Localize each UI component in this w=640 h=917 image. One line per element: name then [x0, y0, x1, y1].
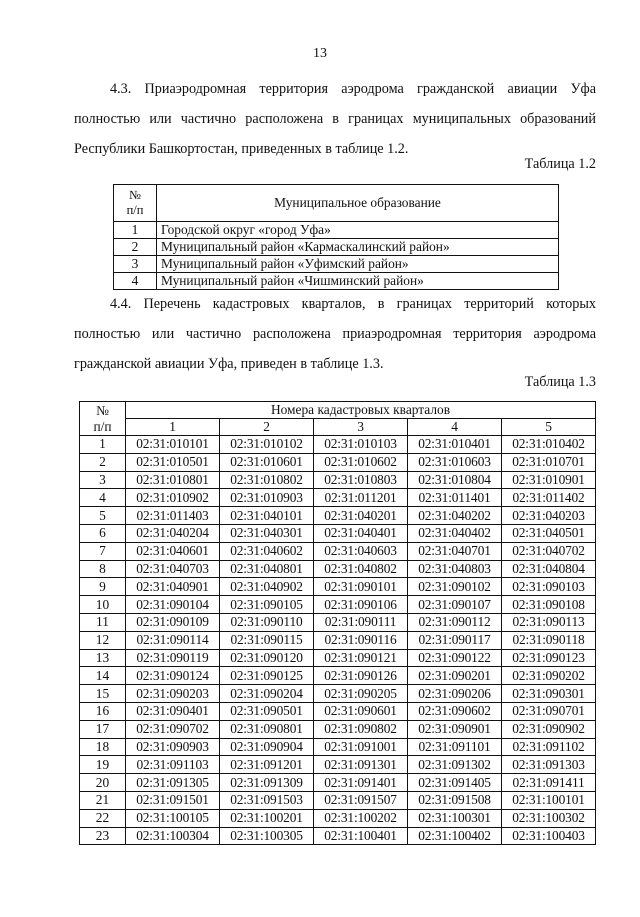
cadastral-number-cell: 02:31:090112: [408, 613, 502, 631]
cadastral-number-cell: 02:31:040203: [502, 507, 596, 525]
cadastral-number-cell: 02:31:040401: [314, 524, 408, 542]
cadastral-number-cell: 02:31:040501: [502, 524, 596, 542]
municipality-name: Муниципальный район «Уфимский район»: [157, 256, 559, 273]
cadastral-number-cell: 02:31:040603: [314, 542, 408, 560]
cadastral-number-cell: 02:31:090202: [502, 667, 596, 685]
cadastral-number-cell: 02:31:091305: [126, 774, 220, 792]
table-row: [80, 489, 596, 507]
column-header-4: 4: [408, 419, 502, 436]
cadastral-number-cell: 02:31:040802: [314, 560, 408, 578]
row-number: 18: [80, 738, 126, 756]
cadastral-number-cell: 02:31:090124: [126, 667, 220, 685]
cadastral-number-cell: 02:31:090903: [126, 738, 220, 756]
cadastral-quarters-table: [79, 401, 596, 845]
cadastral-number-cell: 02:31:040201: [314, 507, 408, 525]
cadastral-number-cell: 02:31:010101: [126, 436, 220, 454]
row-number: 11: [80, 613, 126, 631]
cadastral-number-cell: 02:31:040602: [220, 542, 314, 560]
cadastral-number-cell: 02:31:100301: [408, 809, 502, 827]
row-number: 2: [114, 239, 157, 256]
cadastral-number-cell: 02:31:090701: [502, 702, 596, 720]
row-number: 1: [114, 222, 157, 239]
table-subheader-row: [80, 419, 596, 436]
cadastral-number-cell: 02:31:090113: [502, 613, 596, 631]
cadastral-number-cell: 02:31:100401: [314, 827, 408, 845]
cadastral-number-cell: 02:31:010903: [220, 489, 314, 507]
table-row: [80, 774, 596, 792]
cadastral-number-cell: 02:31:090126: [314, 667, 408, 685]
cadastral-number-cell: 02:31:091507: [314, 791, 408, 809]
row-number: 6: [80, 524, 126, 542]
cadastral-number-cell: 02:31:090902: [502, 720, 596, 738]
row-number: 15: [80, 685, 126, 703]
cadastral-number-cell: 02:31:100304: [126, 827, 220, 845]
cadastral-number-cell: 02:31:010804: [408, 471, 502, 489]
cadastral-number-cell: 02:31:040204: [126, 524, 220, 542]
row-number: 21: [80, 791, 126, 809]
cadastral-number-cell: 02:31:091501: [126, 791, 220, 809]
cadastral-number-cell: 02:31:090120: [220, 649, 314, 667]
cadastral-number-cell: 02:31:040803: [408, 560, 502, 578]
table-row: [80, 596, 596, 614]
cadastral-number-cell: 02:31:010501: [126, 453, 220, 471]
cadastral-number-cell: 02:31:090602: [408, 702, 502, 720]
paragraph-line: полностью или частично расположена в границах муниципальных образований: [74, 111, 596, 127]
municipality-name: Городской округ «город Уфа»: [157, 222, 559, 239]
cadastral-number-cell: 02:31:011201: [314, 489, 408, 507]
cadastral-number-cell: 02:31:090102: [408, 578, 502, 596]
column-header-3: 3: [314, 419, 408, 436]
row-number: 3: [114, 256, 157, 273]
table-row: [114, 239, 559, 256]
cadastral-number-cell: 02:31:100201: [220, 809, 314, 827]
column-header-number: [114, 185, 157, 222]
table-row: [80, 685, 596, 703]
row-number: 1: [80, 436, 126, 454]
row-number: 9: [80, 578, 126, 596]
cadastral-number-cell: 02:31:090105: [220, 596, 314, 614]
cadastral-number-cell: 02:31:091301: [314, 756, 408, 774]
cadastral-number-cell: 02:31:090117: [408, 631, 502, 649]
table-row: [80, 524, 596, 542]
cadastral-number-cell: 02:31:040301: [220, 524, 314, 542]
cadastral-number-cell: 02:31:090106: [314, 596, 408, 614]
cadastral-number-cell: 02:31:091001: [314, 738, 408, 756]
cadastral-number-cell: 02:31:090201: [408, 667, 502, 685]
cadastral-number-cell: 02:31:100403: [502, 827, 596, 845]
header-num-line: п/п: [126, 203, 144, 217]
paragraph-line: 4.4. Перечень кадастровых кварталов, в границах территорий которых: [110, 296, 596, 312]
paragraph-4-4: [74, 289, 596, 379]
cadastral-number-cell: 02:31:040801: [220, 560, 314, 578]
table-header-row: [80, 402, 596, 419]
row-number: 2: [80, 453, 126, 471]
row-number: 4: [80, 489, 126, 507]
cadastral-number-cell: 02:31:010603: [408, 453, 502, 471]
cadastral-number-cell: 02:31:040901: [126, 578, 220, 596]
paragraph-line: гражданской авиации Уфа, приведен в таблице 1.3.: [74, 356, 384, 372]
row-number: 19: [80, 756, 126, 774]
header-num-line: №: [129, 188, 141, 202]
cadastral-number-cell: 02:31:091508: [408, 791, 502, 809]
cadastral-number-cell: 02:31:040804: [502, 560, 596, 578]
table-row: [80, 809, 596, 827]
table-row: [80, 471, 596, 489]
table-row: [80, 649, 596, 667]
cadastral-number-cell: 02:31:090116: [314, 631, 408, 649]
municipalities-table: [113, 184, 559, 290]
table-header-row: [114, 185, 559, 222]
cadastral-number-cell: 02:31:091303: [502, 756, 596, 774]
cadastral-number-cell: 02:31:090301: [502, 685, 596, 703]
cadastral-number-cell: 02:31:090601: [314, 702, 408, 720]
column-header-5: 5: [502, 419, 596, 436]
cadastral-number-cell: 02:31:100402: [408, 827, 502, 845]
cadastral-number-cell: 02:31:090501: [220, 702, 314, 720]
cadastral-number-cell: 02:31:040601: [126, 542, 220, 560]
column-header-number: [80, 402, 126, 436]
cadastral-number-cell: 02:31:090111: [314, 613, 408, 631]
header-num-line: п/п: [93, 418, 112, 434]
cadastral-number-cell: 02:31:010601: [220, 453, 314, 471]
cadastral-number-cell: 02:31:090901: [408, 720, 502, 738]
cadastral-number-cell: 02:31:090204: [220, 685, 314, 703]
table-caption: Таблица 1.2: [524, 156, 596, 172]
cadastral-number-cell: 02:31:090203: [126, 685, 220, 703]
column-group-header: Номера кадастровых кварталов: [126, 402, 596, 419]
cadastral-number-cell: 02:31:011403: [126, 507, 220, 525]
cadastral-number-cell: 02:31:090107: [408, 596, 502, 614]
cadastral-number-cell: 02:31:010402: [502, 436, 596, 454]
row-number: 13: [80, 649, 126, 667]
cadastral-number-cell: 02:31:091309: [220, 774, 314, 792]
row-number: 7: [80, 542, 126, 560]
cadastral-number-cell: 02:31:090114: [126, 631, 220, 649]
cadastral-number-cell: 02:31:100305: [220, 827, 314, 845]
cadastral-number-cell: 02:31:091201: [220, 756, 314, 774]
table-row: [80, 756, 596, 774]
cadastral-number-cell: 02:31:010102: [220, 436, 314, 454]
column-header-name: Муниципальное образование: [157, 185, 559, 222]
cadastral-number-cell: 02:31:090401: [126, 702, 220, 720]
table-row: [80, 453, 596, 471]
cadastral-number-cell: 02:31:040101: [220, 507, 314, 525]
row-number: 17: [80, 720, 126, 738]
table-row: [80, 542, 596, 560]
cadastral-number-cell: 02:31:010602: [314, 453, 408, 471]
cadastral-number-cell: 02:31:011401: [408, 489, 502, 507]
table-row: [80, 667, 596, 685]
table-row: [80, 720, 596, 738]
cadastral-number-cell: 02:31:010103: [314, 436, 408, 454]
municipality-name: Муниципальный район «Чишминский район»: [157, 273, 559, 290]
row-number: 5: [80, 507, 126, 525]
row-number: 20: [80, 774, 126, 792]
cadastral-number-cell: 02:31:090904: [220, 738, 314, 756]
row-number: 14: [80, 667, 126, 685]
cadastral-number-cell: 02:31:090119: [126, 649, 220, 667]
row-number: 4: [114, 273, 157, 290]
cadastral-number-cell: 02:31:090122: [408, 649, 502, 667]
table-row: [80, 791, 596, 809]
cadastral-number-cell: 02:31:090109: [126, 613, 220, 631]
table-row: [80, 578, 596, 596]
table-row: [80, 827, 596, 845]
cadastral-number-cell: 02:31:090125: [220, 667, 314, 685]
cadastral-number-cell: 02:31:040902: [220, 578, 314, 596]
table-row: [80, 560, 596, 578]
row-number: 10: [80, 596, 126, 614]
cadastral-number-cell: 02:31:010701: [502, 453, 596, 471]
header-num-line: №: [96, 402, 109, 418]
page-number: 13: [313, 46, 327, 61]
paragraph-line: 4.3. Приаэродромная территория аэродрома гражданской авиации Уфа: [110, 81, 596, 97]
cadastral-number-cell: 02:31:090801: [220, 720, 314, 738]
cadastral-number-cell: 02:31:040402: [408, 524, 502, 542]
cadastral-number-cell: 02:31:010902: [126, 489, 220, 507]
table-row: [114, 256, 559, 273]
cadastral-number-cell: 02:31:091405: [408, 774, 502, 792]
cadastral-number-cell: 02:31:010901: [502, 471, 596, 489]
column-header-1: 1: [126, 419, 220, 436]
table-row: [80, 613, 596, 631]
cadastral-number-cell: 02:31:091102: [502, 738, 596, 756]
cadastral-number-cell: 02:31:090802: [314, 720, 408, 738]
row-number: 22: [80, 809, 126, 827]
cadastral-number-cell: 02:31:040701: [408, 542, 502, 560]
column-header-2: 2: [220, 419, 314, 436]
cadastral-number-cell: 02:31:090101: [314, 578, 408, 596]
table-caption: Таблица 1.3: [524, 374, 596, 390]
cadastral-number-cell: 02:31:090205: [314, 685, 408, 703]
table-row: [114, 273, 559, 290]
cadastral-number-cell: 02:31:040202: [408, 507, 502, 525]
cadastral-number-cell: 02:31:040703: [126, 560, 220, 578]
cadastral-number-cell: 02:31:090110: [220, 613, 314, 631]
cadastral-number-cell: 02:31:010803: [314, 471, 408, 489]
table-row: [80, 507, 596, 525]
municipality-name: Муниципальный район «Кармаскалинский район»: [157, 239, 559, 256]
row-number: 16: [80, 702, 126, 720]
cadastral-number-cell: 02:31:091503: [220, 791, 314, 809]
cadastral-number-cell: 02:31:090108: [502, 596, 596, 614]
cadastral-number-cell: 02:31:040702: [502, 542, 596, 560]
paragraph-4-3: [74, 74, 596, 164]
table-row: [114, 222, 559, 239]
cadastral-number-cell: 02:31:100101: [502, 791, 596, 809]
cadastral-number-cell: 02:31:091411: [502, 774, 596, 792]
paragraph-line: Республики Башкортостан, приведенных в таблице 1.2.: [74, 141, 409, 157]
paragraph-line: полностью или частично расположена приаэродромная территория аэродрома: [74, 326, 596, 342]
row-number: 8: [80, 560, 126, 578]
row-number: 12: [80, 631, 126, 649]
cadastral-number-cell: 02:31:100105: [126, 809, 220, 827]
row-number: 3: [80, 471, 126, 489]
table-row: [80, 738, 596, 756]
cadastral-number-cell: 02:31:010801: [126, 471, 220, 489]
cadastral-number-cell: 02:31:090104: [126, 596, 220, 614]
cadastral-number-cell: 02:31:090118: [502, 631, 596, 649]
cadastral-number-cell: 02:31:011402: [502, 489, 596, 507]
cadastral-number-cell: 02:31:100302: [502, 809, 596, 827]
cadastral-number-cell: 02:31:090123: [502, 649, 596, 667]
cadastral-number-cell: 02:31:091302: [408, 756, 502, 774]
cadastral-number-cell: 02:31:090103: [502, 578, 596, 596]
cadastral-number-cell: 02:31:091401: [314, 774, 408, 792]
table-row: [80, 702, 596, 720]
cadastral-number-cell: 02:31:010802: [220, 471, 314, 489]
cadastral-number-cell: 02:31:091101: [408, 738, 502, 756]
cadastral-number-cell: 02:31:090121: [314, 649, 408, 667]
table-row: [80, 436, 596, 454]
cadastral-number-cell: 02:31:100202: [314, 809, 408, 827]
cadastral-number-cell: 02:31:090206: [408, 685, 502, 703]
cadastral-number-cell: 02:31:010401: [408, 436, 502, 454]
cadastral-number-cell: 02:31:090115: [220, 631, 314, 649]
cadastral-number-cell: 02:31:090702: [126, 720, 220, 738]
row-number: 23: [80, 827, 126, 845]
table-row: [80, 631, 596, 649]
cadastral-number-cell: 02:31:091103: [126, 756, 220, 774]
